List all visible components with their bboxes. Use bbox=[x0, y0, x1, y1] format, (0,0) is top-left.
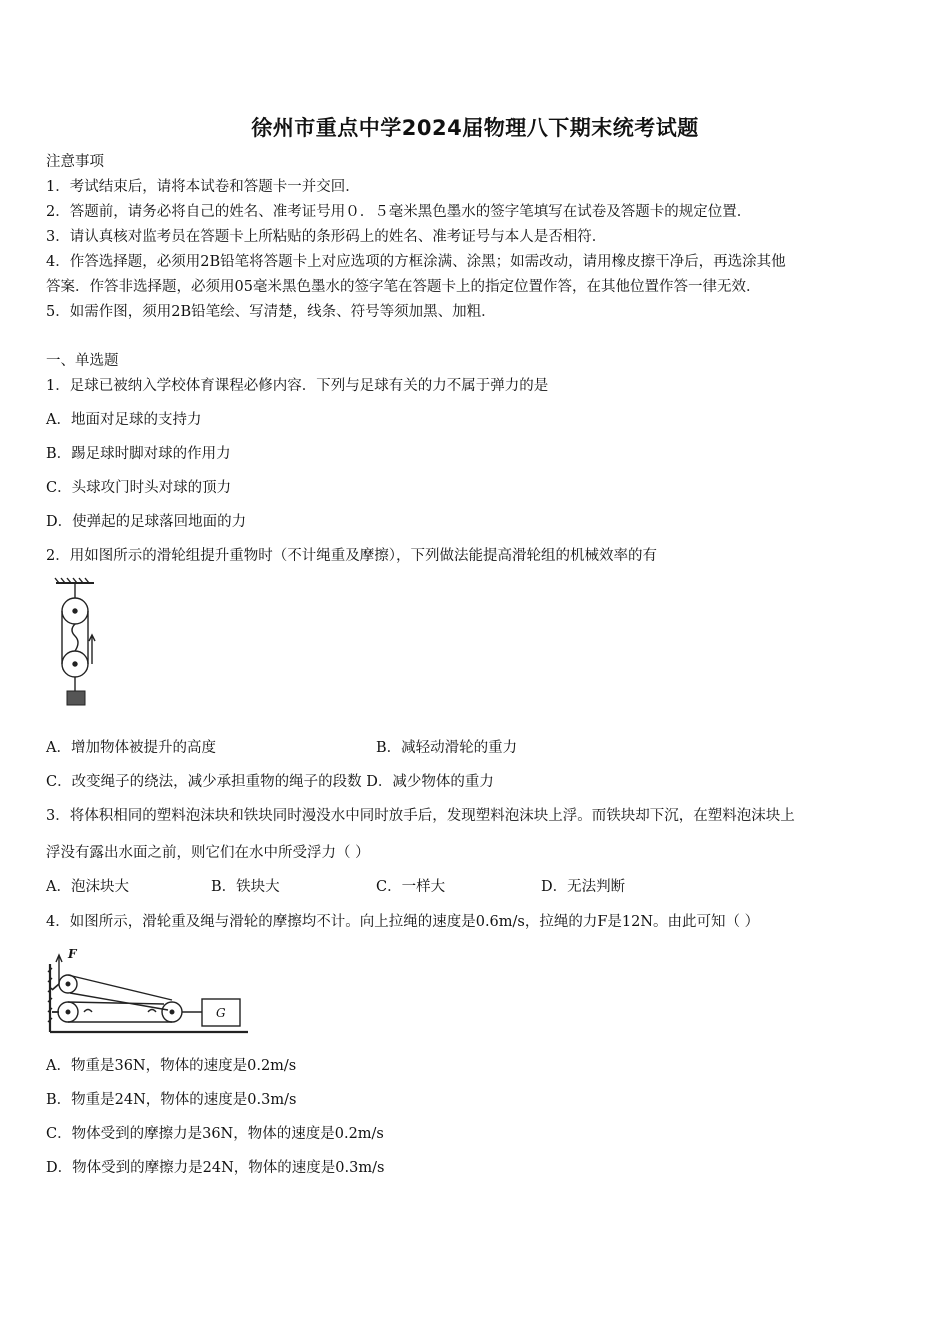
q1-option-d: D．使弹起的足球落回地面的力 bbox=[46, 514, 247, 530]
notice-item: 1．考试结束后，请将本试卷和答题卡一并交回． bbox=[46, 179, 360, 195]
notice-item: 3．请认真核对监考员在答题卡上所粘贴的条形码上的姓名、准考证号与本人是否相符． bbox=[46, 229, 607, 245]
force-label: F bbox=[68, 947, 77, 961]
q2-option-cd: C．改变绳子的绕法，减少承担重物的绳子的段数 D．减少物体的重力 bbox=[46, 774, 494, 790]
q3-option-d: D．无法判断 bbox=[541, 879, 626, 895]
section-heading: 一、单选题 bbox=[46, 353, 119, 369]
q1-option-c: C．头球攻门时头对球的顶力 bbox=[46, 480, 232, 496]
q1-option-b: B．踢足球时脚对球的作用力 bbox=[46, 446, 231, 462]
q4-option-b: B．物重是24N，物体的速度是0.3m/s bbox=[46, 1092, 297, 1108]
notice-item: 答案．作答非选择题，必须用05毫米黑色墨水的签字笔在答题卡上的指定位置作答，在其他位置作答一律无效． bbox=[46, 279, 761, 295]
page-title: 徐州市重点中学2024届物理八下期末统考试题 bbox=[251, 116, 699, 140]
q1-option-a: A．地面对足球的支持力 bbox=[46, 412, 202, 428]
notice-item: 5．如需作图，须用2B铅笔绘、写清楚，线条、符号等须加黑、加粗． bbox=[46, 304, 496, 320]
q2-option-a: A．增加物体被提升的高度 bbox=[46, 740, 216, 756]
q4-option-d: D．物体受到的摩擦力是24N，物体的速度是0.3m/s bbox=[46, 1160, 385, 1176]
q3-option-b: B．铁块大 bbox=[211, 879, 280, 895]
weight-label: G bbox=[216, 1006, 226, 1020]
notice-item: 4．作答选择题，必须用2B铅笔将答题卡上对应选项的方框涂满、涂黑；如需改动，请用橡皮擦干净后，再选涂其他 bbox=[46, 254, 786, 270]
q3-stem-line1: 3．将体积相同的塑料泡沫块和铁块同时漫没水中同时放手后，发现塑料泡沫块上浮。而铁块却下沉，在塑料泡沫块上 bbox=[46, 808, 795, 824]
q3-option-c: C．一样大 bbox=[376, 879, 446, 895]
notice-item: 2．答题前，请务必将自己的姓名、准考证号用０．５毫米黑色墨水的签字笔填写在试卷及答题卡的规定位置． bbox=[46, 204, 752, 220]
q2-stem: 2．用如图所示的滑轮组提升重物时（不计绳重及摩擦），下列做法能提高滑轮组的机械效率的有 bbox=[46, 548, 657, 564]
q2-option-b: B．减轻动滑轮的重力 bbox=[376, 740, 518, 756]
notice-heading: 注意事项 bbox=[46, 154, 104, 170]
q3-option-a: A．泡沫块大 bbox=[46, 879, 129, 895]
horizontal-pulley-figure bbox=[44, 944, 254, 1036]
q4-option-c: C．物体受到的摩擦力是36N，物体的速度是0.2m/s bbox=[46, 1126, 384, 1142]
pulley-block-figure bbox=[50, 578, 100, 710]
q3-stem-line2: 浮没有露出水面之前，则它们在水中所受浮力（ ） bbox=[46, 845, 370, 861]
q4-option-a: A．物重是36N，物体的速度是0.2m/s bbox=[46, 1058, 297, 1074]
q1-stem: 1．足球已被纳入学校体育课程必修内容．下列与足球有关的力不属于弹力的是 bbox=[46, 378, 549, 394]
q4-stem: 4．如图所示，滑轮重及绳与滑轮的摩擦均不计。向上拉绳的速度是0.6m/s，拉绳的力F是12N。由此可知（ ） bbox=[46, 914, 760, 930]
